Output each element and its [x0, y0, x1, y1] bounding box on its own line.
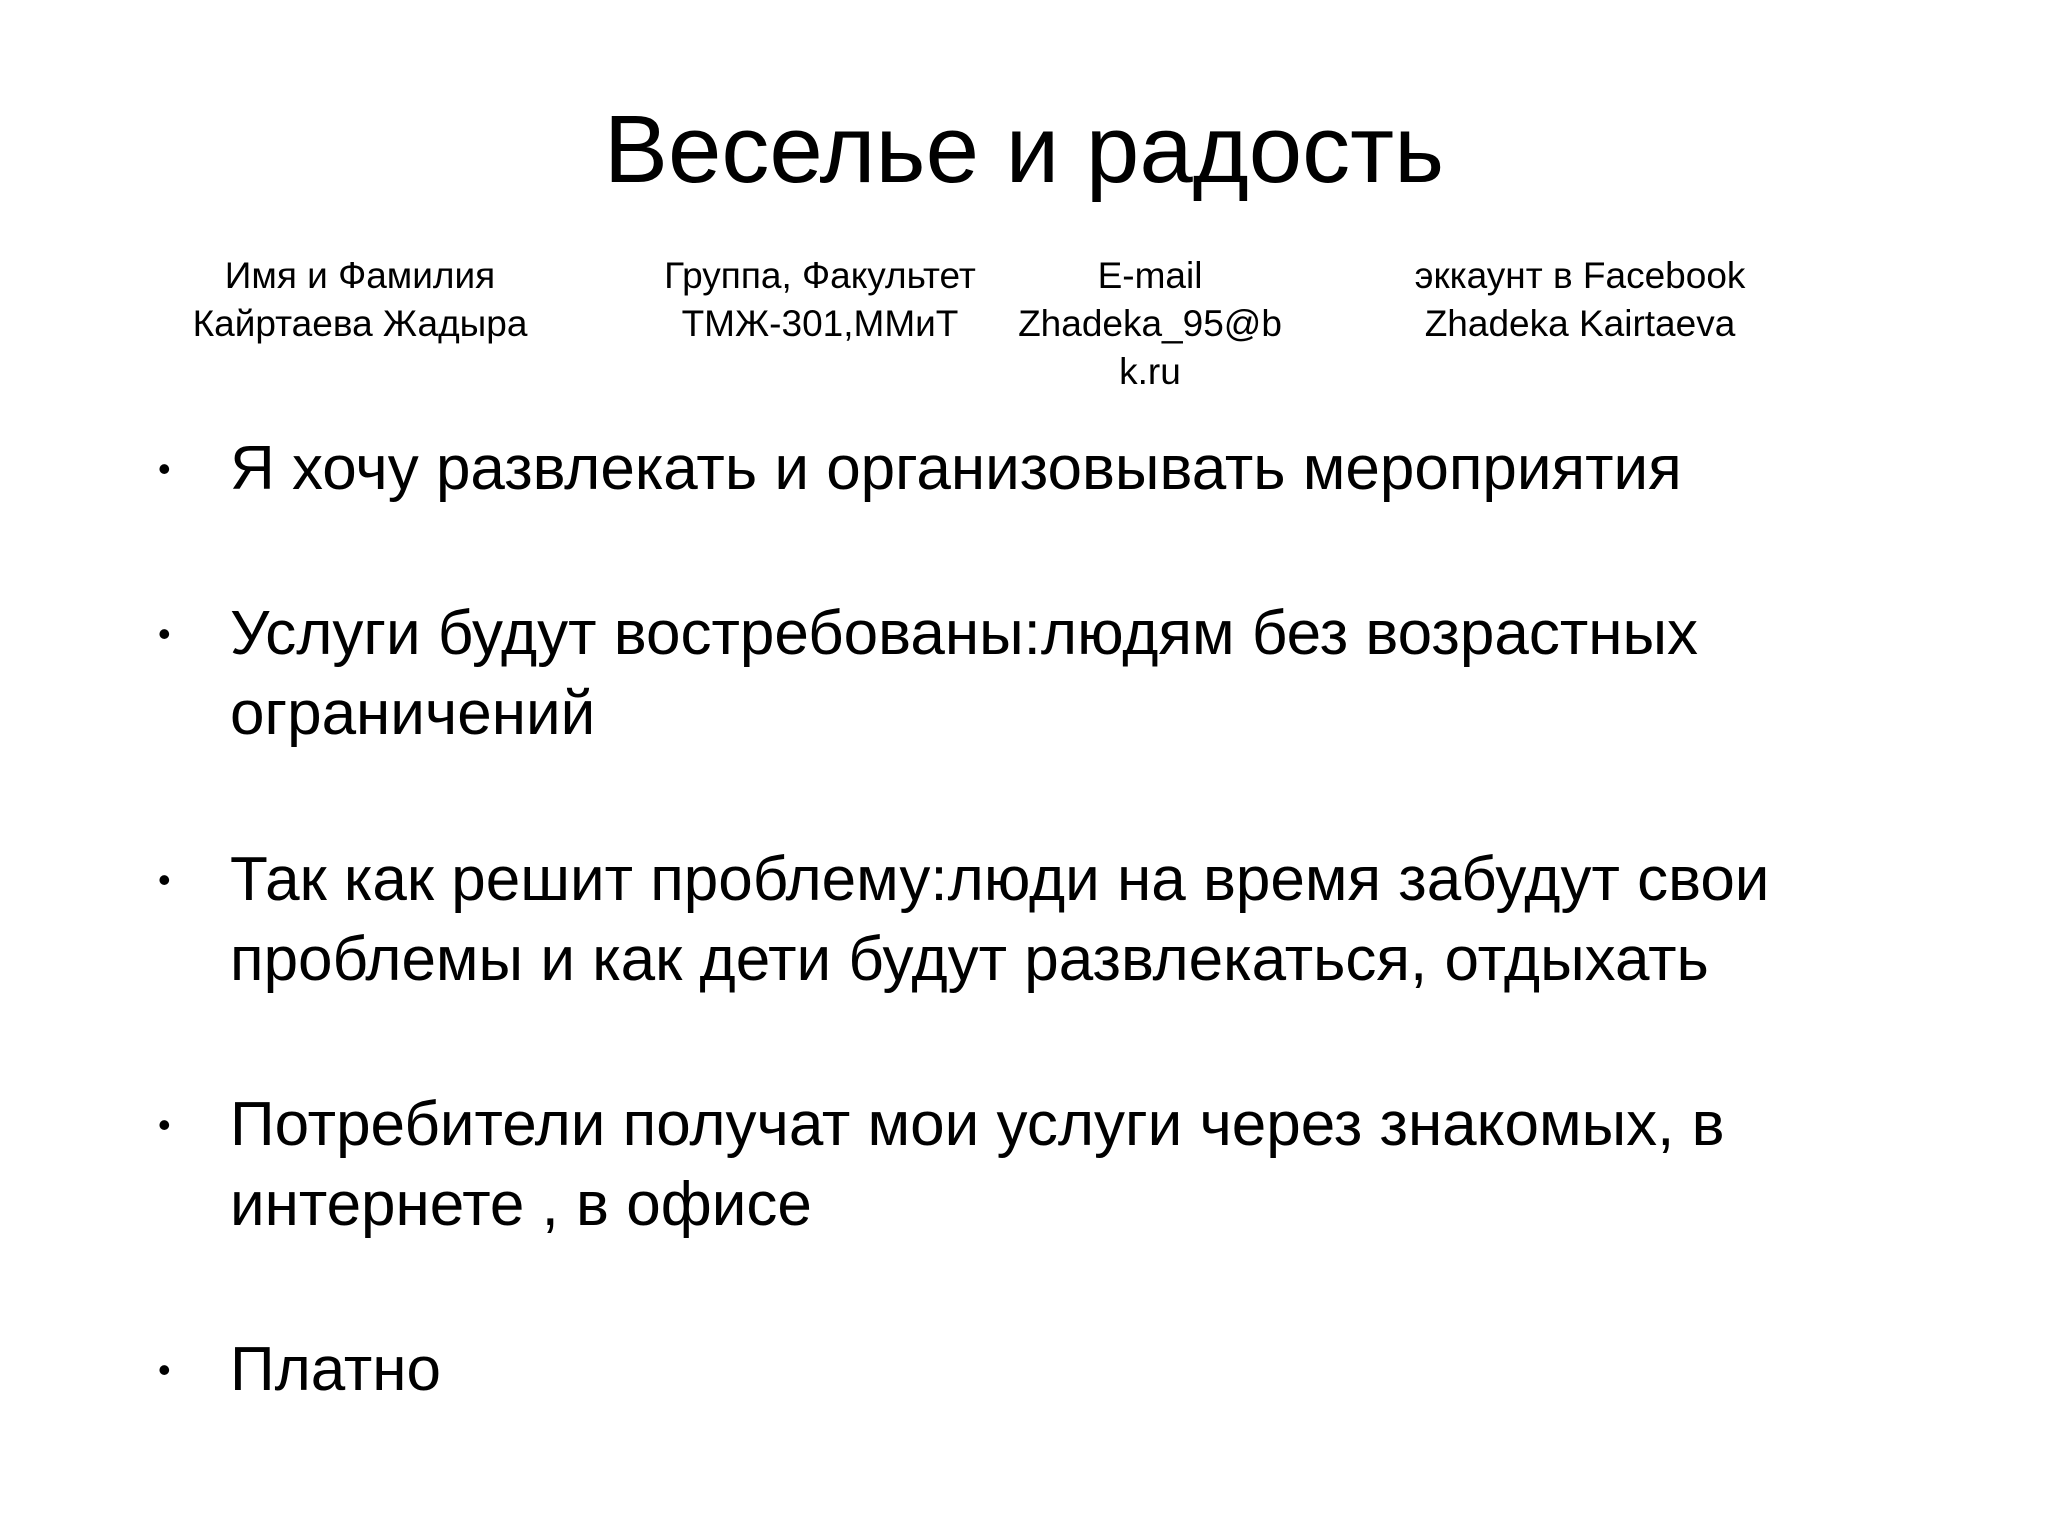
email-value-line1: Zhadeka_95@b	[1018, 303, 1282, 344]
bullet-item	[158, 594, 1930, 754]
facebook-value: Zhadeka Kairtaeva	[1424, 303, 1736, 344]
bullet-item	[158, 1085, 1930, 1245]
bullet-dot: •	[158, 448, 171, 489]
group-value: ТМЖ-301,ММиТ	[681, 303, 959, 344]
slide-title: Веселье и радость	[603, 96, 1445, 203]
facebook-label: эккаунт в Facebook	[1414, 255, 1746, 296]
bullet-dot: •	[158, 1104, 171, 1145]
email-label: E-mail	[1097, 255, 1203, 296]
email-value-line2: k.ru	[1119, 351, 1181, 392]
bullet-dot: •	[158, 613, 171, 654]
bullet-dot: •	[158, 1349, 171, 1390]
name-value: Кайртаева Жадыра	[192, 303, 528, 344]
bullet-text-line1: Так как решит проблему:люди на время забудут свои	[230, 845, 1770, 914]
bullet-text-line2: проблемы и как дети будут развлекаться, отдыхать	[230, 925, 1709, 994]
bullet-item	[158, 1330, 1930, 1410]
bullet-item	[158, 840, 1930, 1000]
bullet-text-line1: Платно	[230, 1335, 441, 1404]
bullet-text-line1: Потребители получат мои услуги через знакомых, в	[230, 1090, 1725, 1159]
group-label: Группа, Факультет	[664, 255, 976, 296]
bullet-text-line2: ограничений	[230, 679, 596, 748]
bullet-item	[158, 429, 1930, 509]
bullet-dot: •	[158, 859, 171, 900]
bullet-text-line2: интернете , в офисе	[230, 1170, 812, 1239]
bullet-text-line1: Услуги будут востребованы:людям без возрастных	[230, 599, 1699, 668]
bullet-text-line1: Я хочу развлекать и организовывать мероприятия	[230, 434, 1682, 503]
name-label: Имя и Фамилия	[224, 255, 496, 296]
